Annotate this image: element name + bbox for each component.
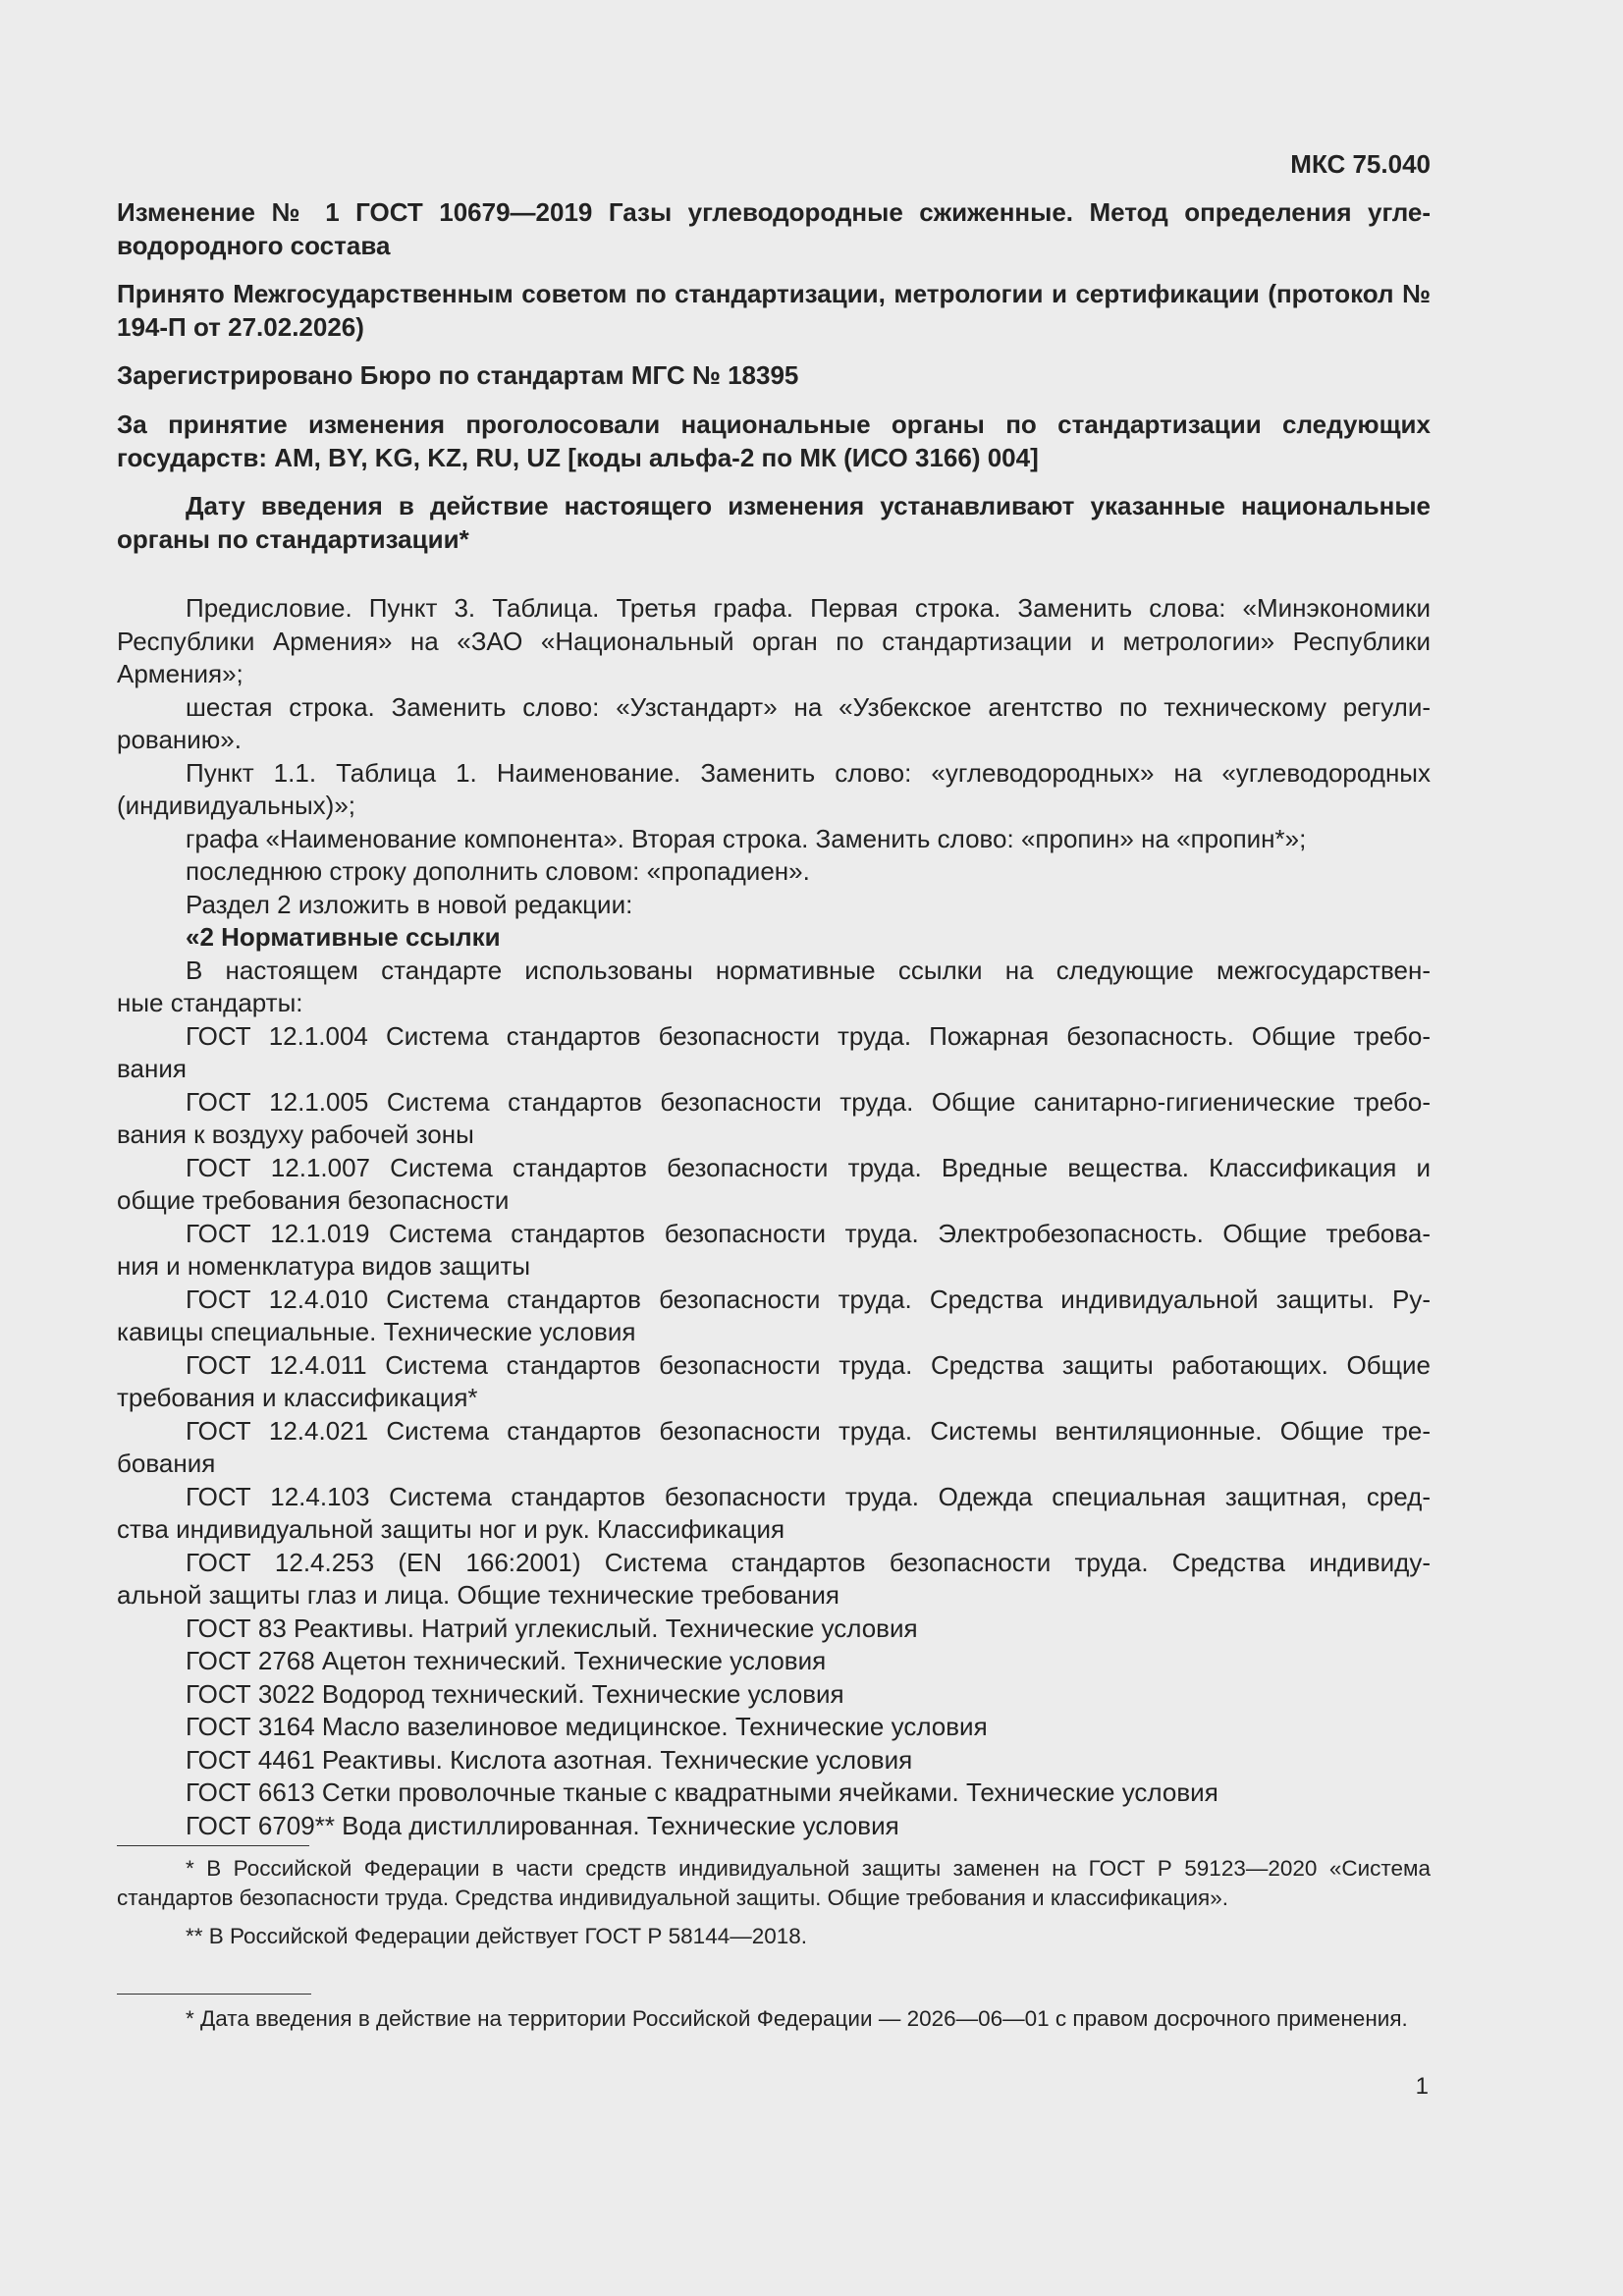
text-line: Предисловие. Пункт 3. Таблица. Третья графа. Первая строка. Заменить слова: «Минэкономики xyxy=(186,593,1431,623)
text-line: Армения»; xyxy=(117,659,243,688)
text-line: графа «Наименование компонента». Вторая строка. Заменить слово: «пропин» на «пропин*»; xyxy=(186,823,1307,853)
text-line: (индивидуальных)»; xyxy=(117,791,356,820)
text-line: последнюю строку дополнить словом: «пропадиен». xyxy=(186,856,810,886)
reference-line: ГОСТ 12.4.011 Система стандартов безопасности труда. Средства защиты работающих. Общие xyxy=(186,1349,1431,1380)
footnote-text: ** В Российской Федерации действует ГОСТ Р 58144—2018. xyxy=(186,1924,808,1948)
page-number: 1 xyxy=(1415,2073,1429,2100)
section-heading: «2 Нормативные ссылки xyxy=(186,922,501,952)
footnote-text: * Дата введения в действие на территории Российской Федерации — 2026—06—01 с правом досрочного применения. xyxy=(186,2006,1408,2031)
reference-line: ГОСТ 12.4.253 (EN 166:2001) Система стандартов безопасности труда. Средства индивиду- xyxy=(186,1547,1431,1577)
reference-line: ГОСТ 6709** Вода дистиллированная. Технические условия xyxy=(186,1810,899,1840)
reference-line: ГОСТ 12.1.005 Система стандартов безопасности труда. Общие санитарно-гигиенические требо- xyxy=(186,1086,1431,1117)
amendment-body xyxy=(117,592,1431,1842)
adopted-by: Принято Межгосударственным советом по стандартизации, метрологии и сертификации (протокол № 194-П от 27.02.2026) xyxy=(117,279,1431,342)
reference-line: ГОСТ 12.1.004 Система стандартов безопасности труда. Пожарная безопасность. Общие требо- xyxy=(186,1020,1431,1051)
text-line: Пункт 1.1. Таблица 1. Наименование. Заменить слово: «углеводородных» на «углеводородных xyxy=(186,757,1431,788)
reference-line: ГОСТ 2768 Ацетон технический. Технические условия xyxy=(186,1646,827,1675)
reference-line: бования xyxy=(117,1449,216,1478)
voting-states: За принятие изменения проголосовали национальные органы по стандартизации следующих государств: AM, BY, KG, KZ, RU, UZ [коды альфа-2 по МК (ИСО 3166) 004] xyxy=(117,410,1431,472)
footnote-rule xyxy=(117,1994,311,1995)
reference-line: ГОСТ 12.4.010 Система стандартов безопасности труда. Средства индивидуальной защиты. Ру- xyxy=(186,1284,1431,1314)
reference-line: ГОСТ 12.1.007 Система стандартов безопасности труда. Вредные вещества. Классификация и xyxy=(186,1152,1431,1182)
mks-code: МКС 75.040 xyxy=(1290,149,1431,179)
amendment-title: Изменение № 1 ГОСТ 10679—2019 Газы углеводородные сжиженные. Метод определения угле-водородного состава xyxy=(117,197,1431,260)
reference-line: требования и классификация* xyxy=(117,1383,478,1412)
reference-line: общие требования безопасности xyxy=(117,1185,510,1215)
footnote-text: * В Российской Федерации в части средств индивидуальной защиты заменен на ГОСТ Р 59123—2020 «Система стандартов безопасности труда. Средства индивидуальной защиты. Общие требования и классификация». xyxy=(117,1856,1431,1910)
reference-line: ГОСТ 4461 Реактивы. Кислота азотная. Технические условия xyxy=(186,1744,913,1775)
reference-line: ГОСТ 3022 Водород технический. Технические условия xyxy=(186,1678,844,1709)
reference-line: ГОСТ 12.4.103 Система стандартов безопасности труда. Одежда специальная защитная, сред- xyxy=(186,1481,1431,1511)
reference-line: ства индивидуальной защиты ног и рук. Классификация xyxy=(117,1514,785,1544)
reference-line: ГОСТ 12.4.021 Система стандартов безопасности труда. Системы вентиляционные. Общие тре- xyxy=(186,1415,1431,1446)
text-line: Республики Армения» на «ЗАО «Национальный орган по стандартизации и метрологии» Республики xyxy=(117,626,1431,656)
reference-line: ГОСТ 83 Реактивы. Натрий углекислый. Технические условия xyxy=(186,1613,918,1643)
text-line: шестая строка. Заменить слово: «Узстандарт» на «Узбекское агентство по техническому регули- xyxy=(186,691,1431,722)
footnote-rule xyxy=(117,1845,309,1846)
text-line: В настоящем стандарте использованы нормативные ссылки на следующие межгосударствен- xyxy=(186,955,1431,985)
reference-line: ГОСТ 3164 Масло вазелиновое медицинское. Технические условия xyxy=(186,1712,988,1741)
text-line: рованию». xyxy=(117,725,242,754)
reference-line: альной защиты глаз и лица. Общие технические требования xyxy=(117,1580,840,1610)
reference-line: кавицы специальные. Технические условия xyxy=(117,1317,636,1346)
effective-date-note: Дату введения в действие настоящего изменения устанавливают указанные национальные органы по стандартизации* xyxy=(117,491,1431,554)
reference-line: вания к воздуху рабочей зоны xyxy=(117,1120,474,1149)
reference-line: ГОСТ 6613 Сетки проволочные тканые с квадратными ячейками. Технические условия xyxy=(186,1777,1218,1807)
reference-line: ГОСТ 12.1.019 Система стандартов безопасности труда. Электробезопасность. Общие требова- xyxy=(186,1218,1431,1248)
text-line: Раздел 2 изложить в новой редакции: xyxy=(186,889,633,919)
reference-line: ния и номенклатура видов защиты xyxy=(117,1251,531,1281)
reference-line: вания xyxy=(117,1054,187,1083)
registration: Зарегистрировано Бюро по стандартам МГС № 18395 xyxy=(117,360,799,390)
text-line: ные стандарты: xyxy=(117,988,303,1017)
